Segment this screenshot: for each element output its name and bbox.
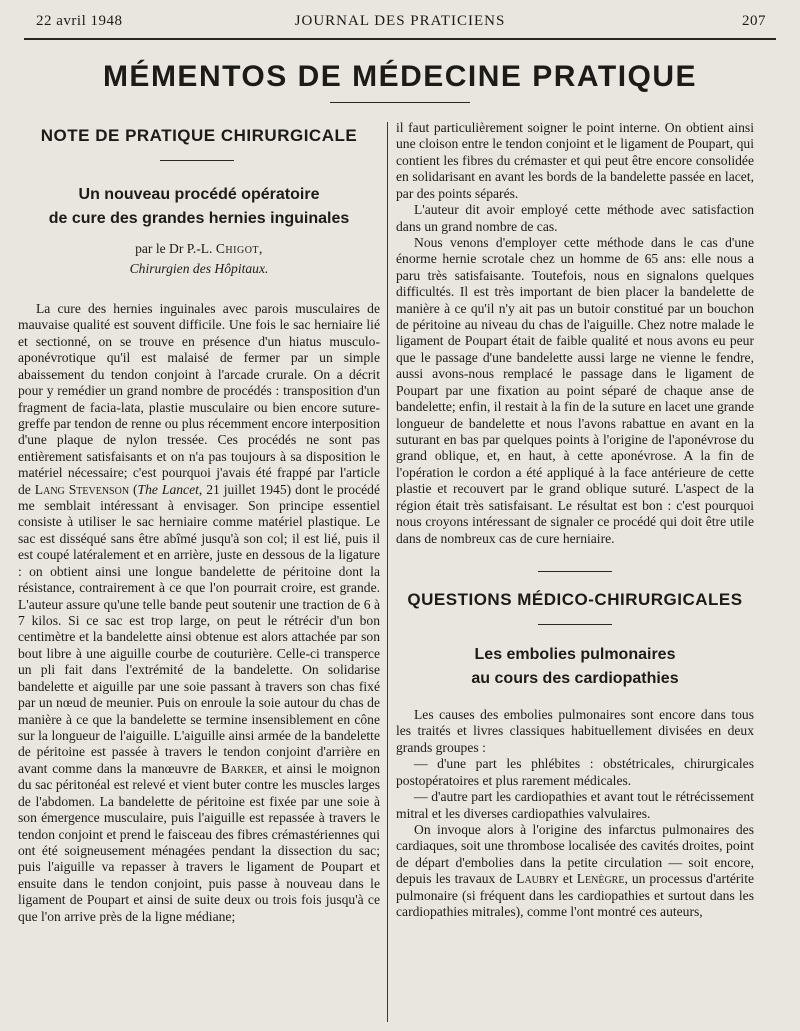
cited-author: Barker	[220, 760, 264, 776]
cited-journal: The Lancet	[137, 481, 199, 497]
cited-author: Lenègre	[576, 871, 625, 887]
title-underline	[330, 102, 470, 103]
paragraph-text: On invoque alors à l'origine des infarctus pulmonaires des cardiaques, soit une thrombose localisée des cavités droites, point de départ d'embolies dans la petite circulation — soit encore, depuis les travaux de	[396, 821, 754, 887]
section-title-surgery: NOTE DE PRATIQUE CHIRURGICALE	[40, 126, 358, 145]
section-title-questions: QUESTIONS MÉDICO-CHIRURGICALES	[407, 589, 743, 609]
paragraph-text: , et ainsi le moignon du sac péritonéal est relevé et vient buter contre les muscles larges de l'abdomen. La bandelette de péritoine est fixée par une soie à son émergence musculaire, puis l'aiguille est repassée à travers le tendon conjoint et prend le faisceau des fibres crémastériennes qui ont été soigneusement ménagées pendant la dissection du sac; puis l'aiguille va repasser à travers le ligament de Poupart et ensuite dans le tendon conjoint, puis passe à nouveau dans le ligament de Poupart et ainsi de suite deux ou trois fois jusqu'à ce que l'on arrive près de la ligne médiane;	[18, 760, 380, 924]
column-divider	[387, 122, 388, 1022]
article-title-line2: au cours des cardiopathies	[471, 669, 679, 687]
running-header	[24, 13, 776, 33]
page-title: MÉMENTOS DE MÉDECINE PRATIQUE	[102, 60, 698, 93]
author-name: Chigot,	[215, 241, 263, 256]
article-byline	[18, 239, 380, 279]
article-paragraph: L'auteur dit avoir employé cette méthode avec satisfaction dans un grand nombre de cas.	[396, 202, 754, 234]
article-paragraph: Nous venons d'employer cette méthode dans le cas d'une énorme hernie scrotale chez un homme de 65 ans: elle nous a paru très satisfaisante. Toutefois, nous en signalons quelques difficultés. Il est très important de bien placer la bandelette de manière à ce qu'il n'y ait pas un butoir constitué par un bouchon de péritoine au niveau du chas de l'aiguille. Chez notre malade le ligament de Poupart était de faible qualité et nous avons eu peur que le passage d'une bandelette aussi large ne vienne le fendre, aussi avons-nous remplacé le passage dans le ligament de Poupart par une fixation au point séparé de chaque anse de bandelette; enfin, il restait à la fin de la suture en lacet une grande longueur de bandelette et nous l'avons rabattue en avant en la suturant en bas par quelques points à l'origine de l'aponévrose du grand oblique, et, en haut, à cette aponévrose. A la fin de l'opération le cordon a été appliqué à la face antérieure de cette plastie et recouvert par le grand oblique suturé. L'aspect de la région était très satisfaisant. Le résultat est bon : c'est pourquoi nous croyons intéressant de signaler ce procédé qui doit être utile dans de nombreux cas de cure herniaire.	[396, 234, 754, 546]
paragraph-text: , un processus d'artérite pulmonaire (si fréquent dans les cardiopathies et surtout dans les cardiopathies mitrales), comme l'ont montré ces auteurs,	[396, 871, 755, 920]
article-paragraph: il faut particulièrement soigner le point interne. On obtient ainsi une cloison entre le tendon conjoint et le ligament de Poupart, qui contient les fibres du crémaster et qui peut être encore consolidée en solidarisant en avant les bords de la bandelette passée en lacet, par des points séparés.	[396, 120, 754, 201]
article-title-line1: Les embolies pulmonaires	[474, 645, 676, 663]
article-paragraph	[18, 301, 380, 925]
cited-author: Lang Stevenson	[34, 481, 130, 497]
right-column	[396, 120, 754, 1031]
article-title-hernia	[18, 183, 380, 231]
paren: (	[133, 481, 138, 497]
cited-author: Laubry	[516, 871, 559, 887]
article-title-line1: Un nouveau procédé opératoire	[78, 186, 320, 203]
article-paragraph: — d'autre part les cardiopathies et avant tout le rétrécissement mitral et les diverses cardiopathies valvulaires.	[396, 789, 754, 821]
article-paragraph: — d'une part les phlébites : obstétricales, chirurgicales postopératoires et plus rarement médicales.	[396, 756, 754, 788]
journal-name: JOURNAL DES PRATICIENS	[294, 13, 506, 29]
left-column	[18, 120, 380, 1031]
issue-date: 22 avril 1948	[36, 13, 123, 29]
paragraph-text: La cure des hernies inguinales avec parois musculaires de mauvaise qualité est souvent difficile. Une fois le sac herniaire lié et sectionné, on se trouve en présence d'un hiatus musculo-aponévrotique qu'il est malaisé de fermer par un simple abaissement du tendon conjoint à l'arcade crurale. On a décrit pour y remédier un grand nombre de procédés : transposition d'un fragment de facia-lata, plastie musculaire ou bien encore suture-greffe par tendon de renne ou plus récemment encore interposition d'une plaque de nylon tressée. Ces procédés ne sont pas entièrement satisfaisants et on n'a pas toujours à sa disposition le matériel nécessaire; c'est pourquoi j'avais été frappé par l'article de	[18, 301, 380, 497]
header-rule	[24, 38, 776, 40]
conjunction: et	[558, 871, 577, 887]
article-title-line2: de cure des grandes hernies inguinales	[48, 210, 350, 227]
author-affiliation: Chirurgien des Hôpitaux.	[129, 261, 269, 276]
byline-prefix: par le Dr P.-L.	[135, 241, 213, 256]
article-paragraph: Les causes des embolies pulmonaires sont encore dans tous les traités et livres classiques habituellement divisées en deux grands groupes :	[396, 706, 754, 755]
page-number: 207	[742, 13, 766, 29]
article-title-embolies	[396, 643, 754, 691]
paragraph-text: , 21 juillet 1945) dont le procédé me semblait intéressant à envisager. Son principe essentiel consiste à utiliser le sac herniaire comme matériel plastique. Le sac est disséqué sans être abîmé jusqu'à son col; il est lié, puis il est coupé latéralement et en arrière, juste en dessous de la ligature : on obtient ainsi une longue bandelette de péritoine dont la résistance, contrairement à ce que l'on pourrait croire, est grande. L'auteur assure qu'une telle bande peut soutenir une traction de 6 à 7 kilos. Si ce sac est trop large, on peut le rétrécir d'un bon centimètre et la bandelette ainsi obtenue est alors attachée par son bout libre à une aiguille courbe de couturière. Celle-ci transperce un pli fait dans l'extrémité de la bandelette. On solidarise bandelette et aiguille par une soie passant à travers son chas fixé par un nœud de meunier. Puis on enroule la soie autour du chas de manière à ce que la bandelette se termine insensiblement en cône sur la longueur de l'aiguille. L'aiguille ainsi armée de la bandelette de péritoine est passée à travers le tendon conjoint d'arrière en avant comme dans la manœuvre de	[18, 481, 380, 776]
article-paragraph	[396, 822, 754, 921]
